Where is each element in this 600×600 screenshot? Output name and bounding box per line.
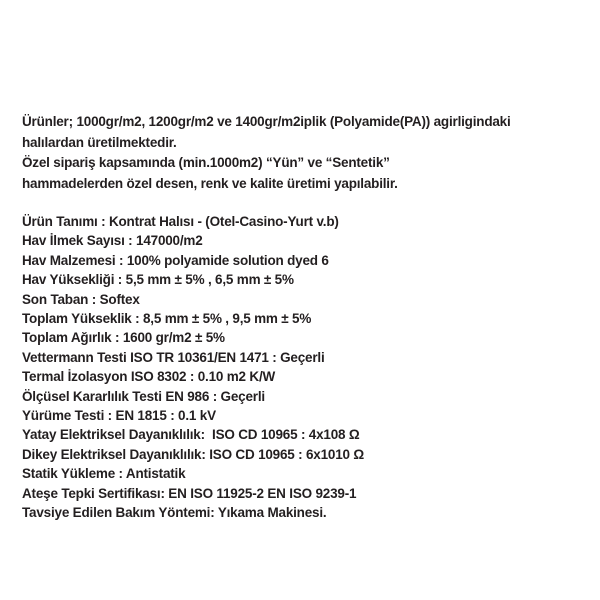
spec-line-vettermann-test: Vettermann Testi ISO TR 10361/EN 1471 : Geçerli [22,349,325,365]
spec-line-recommended-maintenance: Tavsiye Edilen Bakım Yöntemi: Yıkama Makinesi. [22,505,327,521]
spec-line-pile-loop-count: Hav İlmek Sayısı : 147000/m2 [22,233,203,249]
intro-line: Özel sipariş kapsamında (min.1000m2) “Yün” ve “Sentetik” [22,155,390,170]
spec-line-vertical-electrical-resistance: Dikey Elektriksel Dayanıklılık: ISO CD 10965 : 6x1010 Ω [22,446,365,462]
spec-line-fire-reaction-certificates: Ateşe Tepki Sertifikası: EN ISO 11925-2 EN ISO 9239-1 [22,485,357,501]
spec-line-horizontal-electrical-resistance: Yatay Elektriksel Dayanıklılık: ISO CD 10965 : 4x108 Ω [22,427,360,443]
spec-line-walking-test: Yürüme Testi : EN 1815 : 0.1 kV [22,408,216,424]
spec-list [22,212,364,523]
spec-line-total-weight: Toplam Ağırlık : 1600 gr/m2 ± 5% [22,330,225,346]
spec-line-dimensional-stability: Ölçüsel Kararlılık Testi EN 986 : Geçerli [22,388,265,404]
spec-line-static-loading: Statik Yükleme : Antistatik [22,466,186,482]
intro-line: halılardan üretilmektedir. [22,134,177,150]
spec-line-final-backing: Son Taban : Softex [22,291,140,307]
spec-line-pile-material: Hav Malzemesi : 100% polyamide solution dyed 6 [22,252,329,268]
spec-line-total-height: Toplam Yükseklik : 8,5 mm ± 5% , 9,5 mm ± 5% [22,311,312,327]
intro-paragraph [22,112,511,194]
intro-line: hammadelerden özel desen, renk ve kalite üretimi yapılabilir. [22,175,398,191]
intro-line: Ürünler; 1000gr/m2, 1200gr/m2 ve 1400gr/m2iplik (Polyamide(PA)) agirligindaki [22,114,511,129]
spec-line-thermal-insulation: Termal İzolasyon ISO 8302 : 0.10 m2 K/W [22,369,276,385]
spec-line-pile-height: Hav Yüksekliği : 5,5 mm ± 5% , 6,5 mm ± 5% [22,272,294,288]
spec-line-product-definition: Ürün Tanımı : Kontrat Halısı - (Otel-Casino-Yurt v.b) [22,214,339,229]
